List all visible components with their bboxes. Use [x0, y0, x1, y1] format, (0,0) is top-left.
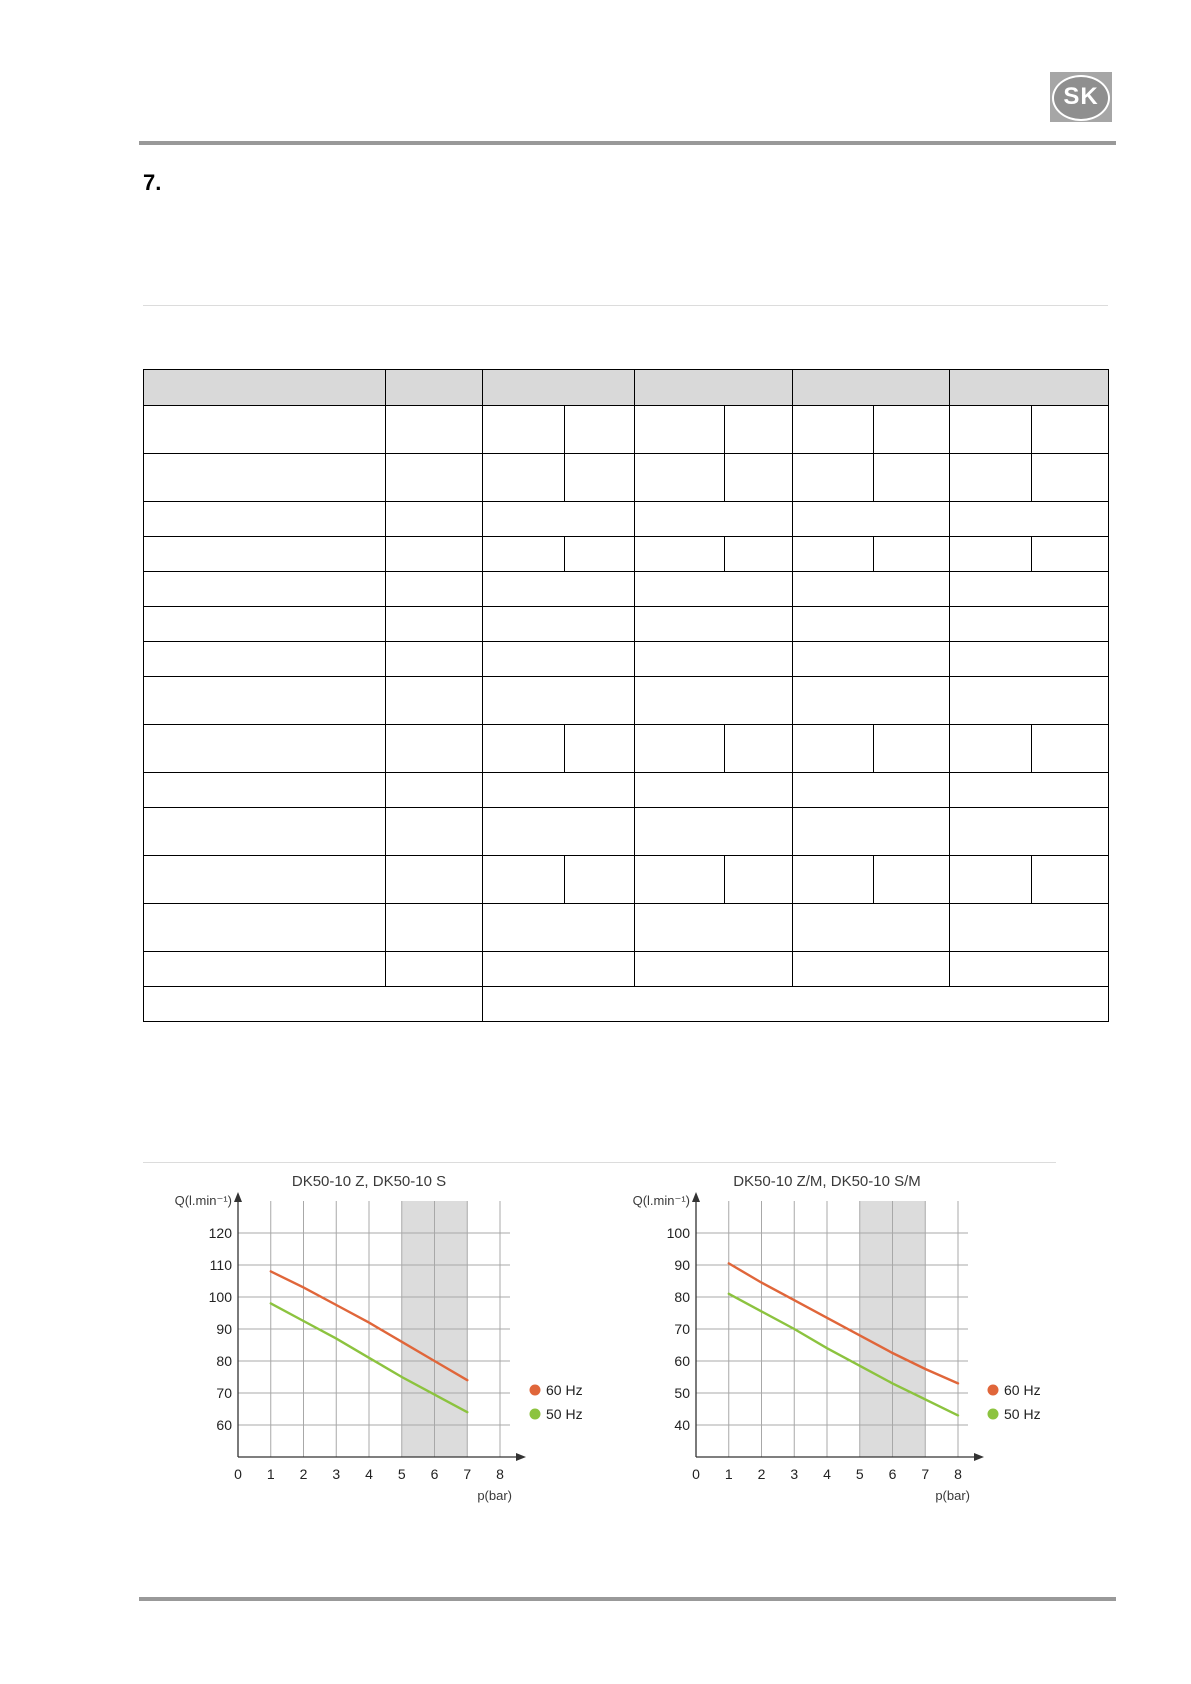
x-tick-label: 8 [496, 1466, 504, 1482]
y-tick-label: 100 [208, 1289, 232, 1305]
table-cell [724, 405, 793, 454]
table-cell [385, 855, 483, 904]
y-tick-label: 60 [216, 1417, 232, 1433]
table-cell [385, 641, 483, 677]
table-cell [792, 676, 950, 725]
table-cell [792, 724, 874, 773]
table-cell [143, 536, 386, 572]
table-cell [949, 807, 1109, 856]
table-cell [564, 855, 635, 904]
table-cell [143, 772, 386, 808]
x-axis-label: p(bar) [935, 1488, 970, 1503]
y-axis-label: Q(l.min⁻¹) [632, 1193, 690, 1208]
x-axis-arrow [974, 1453, 984, 1461]
x-tick-label: 0 [692, 1466, 700, 1482]
table-cell [634, 571, 793, 607]
table-cell [143, 606, 386, 642]
table-cell [143, 986, 483, 1022]
x-tick-label: 8 [954, 1466, 962, 1482]
table-cell [634, 536, 725, 572]
footer-divider [139, 1597, 1116, 1601]
table-cell [634, 405, 725, 454]
y-tick-label: 60 [674, 1353, 690, 1369]
table-header-cell [143, 369, 386, 406]
table-cell [792, 405, 874, 454]
table-cell [143, 807, 386, 856]
flow-chart-svg [618, 1165, 1058, 1525]
table-cell [792, 641, 950, 677]
x-tick-label: 5 [397, 1466, 406, 1482]
table-cell [949, 501, 1109, 537]
table-cell [385, 807, 483, 856]
legend-marker [988, 1409, 999, 1420]
table-cell [482, 951, 635, 987]
legend-marker [988, 1385, 999, 1396]
table-cell [792, 501, 950, 537]
table-cell [564, 405, 635, 454]
table-cell [949, 405, 1032, 454]
x-tick-label: 4 [823, 1466, 831, 1482]
legend-label: 60 Hz [546, 1382, 583, 1398]
table-cell [949, 571, 1109, 607]
table-cell [634, 855, 725, 904]
table-cell [949, 676, 1109, 725]
table-cell [949, 772, 1109, 808]
table-cell [385, 501, 483, 537]
x-axis-arrow [516, 1453, 526, 1461]
y-tick-label: 50 [674, 1385, 690, 1401]
table-cell [143, 903, 386, 952]
legend-marker [530, 1385, 541, 1396]
table-cell [634, 903, 793, 952]
table-cell [792, 536, 874, 572]
table-cell [634, 676, 793, 725]
y-axis-arrow [692, 1192, 700, 1202]
table-header-cell [949, 369, 1109, 406]
table-cell [482, 606, 635, 642]
x-tick-label: 3 [790, 1466, 799, 1482]
table-cell [482, 536, 565, 572]
table-cell [949, 606, 1109, 642]
table-cell [1031, 855, 1109, 904]
badge-text: SK [1063, 83, 1099, 110]
table-cell [564, 453, 635, 502]
table-cell [482, 641, 635, 677]
table-cell [385, 951, 483, 987]
table-cell [143, 501, 386, 537]
x-tick-label: 6 [888, 1466, 897, 1482]
table-cell [634, 606, 793, 642]
table-cell [792, 606, 950, 642]
y-tick-label: 80 [674, 1289, 690, 1305]
x-tick-label: 0 [234, 1466, 242, 1482]
table-cell [482, 405, 565, 454]
table-cell [1031, 453, 1109, 502]
x-tick-label: 7 [463, 1466, 472, 1482]
table-cell [482, 724, 565, 773]
table-cell [482, 807, 635, 856]
header-divider [139, 141, 1116, 145]
table-cell [482, 501, 635, 537]
table-cell [482, 903, 635, 952]
x-tick-label: 2 [299, 1466, 308, 1482]
table-cell [1031, 724, 1109, 773]
y-tick-label: 90 [674, 1257, 690, 1273]
table-cell [385, 772, 483, 808]
y-axis-arrow [234, 1192, 242, 1202]
table-cell [1031, 405, 1109, 454]
table-cell [634, 501, 793, 537]
x-tick-label: 2 [757, 1466, 766, 1482]
x-axis-label: p(bar) [477, 1488, 512, 1503]
y-tick-label: 70 [216, 1385, 232, 1401]
table-cell [143, 405, 386, 454]
legend-marker [530, 1409, 541, 1420]
table-cell [724, 536, 793, 572]
table-cell [873, 453, 950, 502]
table-cell [949, 724, 1032, 773]
table-header-cell [385, 369, 483, 406]
table-header-cell [792, 369, 950, 406]
table-cell [143, 453, 386, 502]
table-cell [564, 536, 635, 572]
section-divider [143, 305, 1108, 306]
table-cell [143, 571, 386, 607]
table-cell [792, 855, 874, 904]
table-cell [482, 986, 1109, 1022]
x-tick-label: 6 [430, 1466, 439, 1482]
table-cell [792, 453, 874, 502]
table-cell [143, 724, 386, 773]
chart-section-divider [143, 1162, 1056, 1163]
table-cell [873, 405, 950, 454]
chart-title: DK50-10 Z/M, DK50-10 S/M [733, 1173, 921, 1190]
chart-title: DK50-10 Z, DK50-10 S [291, 1173, 447, 1190]
table-cell [1031, 536, 1109, 572]
flow-chart-dk50-10-z [160, 1165, 600, 1525]
table-cell [143, 641, 386, 677]
table-cell [634, 453, 725, 502]
table-cell [385, 606, 483, 642]
flow-chart-dk50-10-zm [618, 1165, 1058, 1525]
table-cell [385, 903, 483, 952]
table-cell [385, 453, 483, 502]
table-cell [482, 676, 635, 725]
y-tick-label: 80 [216, 1353, 232, 1369]
table-cell [385, 536, 483, 572]
table-cell [724, 855, 793, 904]
table-cell [143, 951, 386, 987]
table-cell [873, 724, 950, 773]
section-number: 7. [143, 170, 162, 195]
table-cell [634, 807, 793, 856]
table-cell [873, 536, 950, 572]
y-axis-label: Q(l.min⁻¹) [174, 1193, 232, 1208]
table-cell [482, 772, 635, 808]
y-tick-label: 100 [666, 1225, 690, 1241]
x-tick-label: 5 [855, 1466, 864, 1482]
table-cell [949, 641, 1109, 677]
legend-label: 50 Hz [1004, 1406, 1041, 1422]
table-cell [634, 724, 725, 773]
x-tick-label: 7 [921, 1466, 930, 1482]
y-tick-label: 40 [674, 1417, 690, 1433]
technical-data-table [143, 369, 1108, 1019]
table-cell [634, 951, 793, 987]
table-cell [792, 951, 950, 987]
table-cell [792, 807, 950, 856]
table-header-cell [482, 369, 635, 406]
y-tick-label: 90 [216, 1321, 232, 1337]
table-cell [949, 855, 1032, 904]
language-badge [1050, 72, 1112, 122]
table-cell [792, 903, 950, 952]
table-cell [634, 772, 793, 808]
table-cell [634, 641, 793, 677]
table-cell [792, 772, 950, 808]
table-cell [482, 571, 635, 607]
table-cell [724, 453, 793, 502]
y-tick-label: 70 [674, 1321, 690, 1337]
table-cell [949, 903, 1109, 952]
table-header-cell [634, 369, 793, 406]
table-cell [792, 571, 950, 607]
x-tick-label: 1 [724, 1466, 733, 1482]
table-cell [873, 855, 950, 904]
table-cell [143, 676, 386, 725]
legend-label: 60 Hz [1004, 1382, 1041, 1398]
table-cell [724, 724, 793, 773]
table-cell [385, 724, 483, 773]
x-tick-label: 4 [365, 1466, 373, 1482]
table-cell [482, 453, 565, 502]
y-tick-label: 110 [209, 1257, 232, 1273]
table-cell [564, 724, 635, 773]
x-tick-label: 1 [266, 1466, 275, 1482]
table-cell [385, 676, 483, 725]
flow-chart-svg [160, 1165, 600, 1525]
table-cell [385, 571, 483, 607]
x-tick-label: 3 [332, 1466, 341, 1482]
legend-label: 50 Hz [546, 1406, 583, 1422]
table-cell [385, 405, 483, 454]
table-cell [949, 536, 1032, 572]
table-cell [949, 453, 1032, 502]
table-cell [143, 855, 386, 904]
table-cell [482, 855, 565, 904]
table-cell [949, 951, 1109, 987]
y-tick-label: 120 [208, 1225, 232, 1241]
